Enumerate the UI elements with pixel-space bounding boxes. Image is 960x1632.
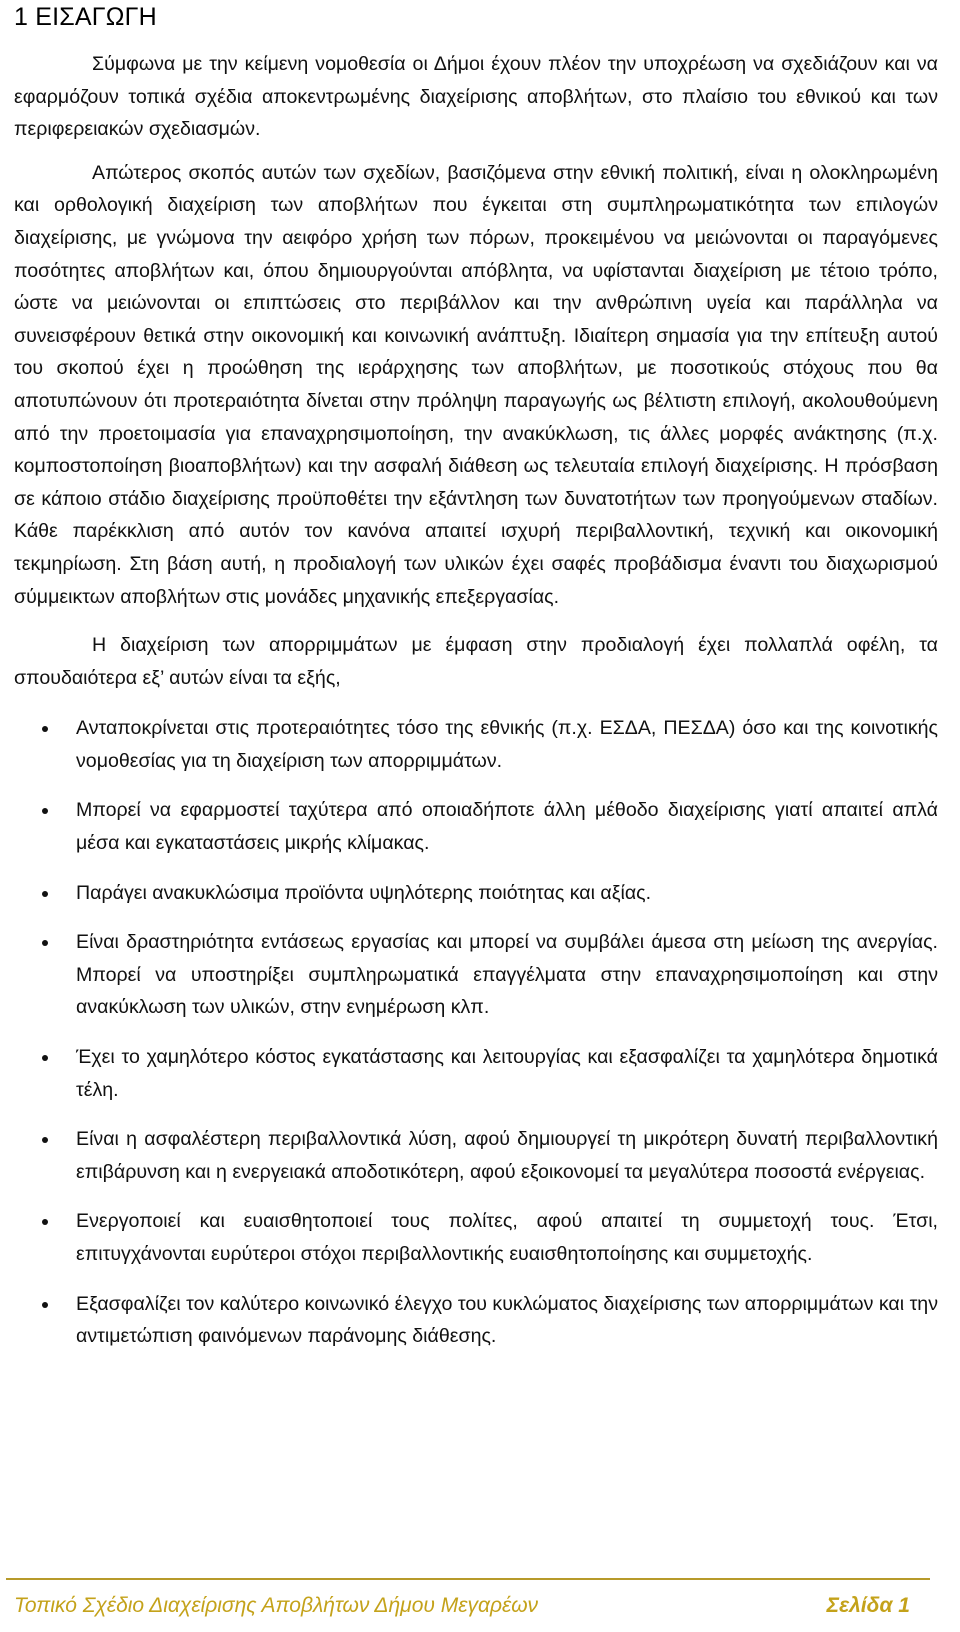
list-item [14, 926, 938, 1024]
bullet-icon [42, 891, 48, 897]
list-item [14, 794, 938, 859]
list-item [14, 712, 938, 777]
list-item-text: Παράγει ανακυκλώσιμα προϊόντα υψηλότερης ποιότητας και αξίας. [76, 881, 652, 904]
list-item-text: Μπορεί να εφαρμοστεί ταχύτερα από οποιαδήποτε άλλη μέθοδο διαχείρισης γιατί απαιτεί απλά μέσα και εγκαταστάσεις μικρής κλίμακας. [76, 799, 938, 855]
bullet-icon [42, 1137, 48, 1143]
section-heading: 1 ΕΙΣΑΓΩΓΗ [14, 3, 157, 31]
bullet-icon [42, 726, 48, 732]
list-item-text: Ανταποκρίνεται στις προτεραιότητες τόσο της εθνικής (π.χ. ΕΣΔΑ, ΠΕΣΔΑ) όσο και της κοινοτικής νομοθεσίας για τη διαχείριση των απορριμμάτων. [76, 717, 938, 772]
benefits-intro-paragraph: Η διαχείριση των απορριμμάτων με έμφαση στην προδιαλογή έχει πολλαπλά οφέλη, τα σπουδαιότερα εξ’ αυτών είναι τα εξής, [14, 634, 938, 689]
list-item-text: Εξασφαλίζει τον καλύτερο κοινωνικό έλεγχο του κυκλώματος διαχείρισης των απορριμμάτων και την αντιμετώπιση φαινόμενων παράνομης διάθεσης. [76, 1292, 938, 1348]
bullet-icon [42, 1055, 48, 1061]
list-item [14, 877, 938, 910]
bullet-icon [42, 808, 48, 814]
list-item-text: Ενεργοποιεί και ευαισθητοποιεί τους πολίτες, αφού απαιτεί τη συμμετοχή τους. Έτσι, επιτυγχάνονται ευρύτεροι στόχοι περιβαλλοντικής ευαισθητοποίησης και συμμετοχής. [76, 1210, 938, 1265]
bullet-icon [42, 940, 48, 946]
list-item-text: Είναι δραστηριότητα εντάσεως εργασίας και μπορεί να συμβάλει άμεσα στη μείωση της ανεργίας. Μπορεί να υποστηρίξει συμπληρωματικά επαγγέλματα στην επαναχρησιμοποίηση και στην ανακύκλωση των υλικών, στην ενημέρωση κλπ. [76, 931, 938, 1019]
bullet-icon [42, 1219, 48, 1225]
purpose-paragraph: Απώτερος σκοπός αυτών των σχεδίων, βασιζόμενα στην εθνική πολιτική, είναι η ολοκληρωμένη και ορθολογική διαχείριση των αποβλήτων που έγκειται στη συμπληρωματικότητα των επιλογών διαχείρισης, με γνώμονα την αειφόρο χρήση των πόρων, προκειμένου να μειώνονται οι παραγόμενες ποσότητες αποβλήτων και, όπου δημιουργούνται απόβλητα, να υφίστανται διαχείριση με τέτοιο τρόπο, ώστε να μειώνονται οι επιπτώσεις στο περιβάλλον και την ανθρώπινη υγεία και παράλληλα να συνεισφέρουν θετικά στην οικονομική και κοινωνική ανάπτυξη. Ιδιαίτερη σημασία για την επίτευξη αυτού του σκοπού έχει η προώθηση της ιεράρχησης των αποβλήτων, με ποσοτικούς στόχους που θα αποτυπώνουν ότι προτεραιότητα δίνεται στην πρόληψη παραγωγής ως βέλτιστη επιλογή, ακολουθούμενη από την προετοιμασία για επαναχρησιμοποίηση, την ανακύκλωση, τις άλλες μορφές ανάκτησης (π.χ. κομποστοποίηση βιοαποβλήτων) και την ασφαλή διάθεση ως τελευταία επιλογή διαχείρισης. Η πρόσβαση σε κάποιο στάδιο διαχείρισης προϋποθέτει την εξάντληση των δυνατοτήτων των προηγούμενων σταδίων. Κάθε παρέκκλιση από αυτόν τον κανόνα απαιτεί ισχυρή περιβαλλοντική, τεχνική και οικονομική τεκμηρίωση. Στη βάση αυτή, η προδιαλογή των υλικών έχει σαφές προβάδισμα έναντι του διαχωρισμού σύμμεικτων αποβλήτων στις μονάδες μηχανικής επεξεργασίας. [14, 161, 938, 608]
bullet-icon [42, 1302, 48, 1308]
list-item-text: Έχει το χαμηλότερο κόστος εγκατάστασης και λειτουργίας και εξασφαλίζει τα χαμηλότερα δημοτικά τέλη. [76, 1046, 938, 1101]
footer-title: Τοπικό Σχέδιο Διαχείρισης Αποβλήτων Δήμου Μεγαρέων [14, 1594, 539, 1617]
page-footer [14, 1592, 910, 1620]
page-number: Σελίδα 1 [826, 1594, 910, 1617]
list-item [14, 1205, 938, 1270]
footer-divider [6, 1578, 930, 1580]
benefits-list [14, 712, 938, 1353]
intro-paragraph: Σύμφωνα με την κείμενη νομοθεσία οι Δήμοι έχουν πλέον την υποχρέωση να σχεδιάζουν και να εφαρμόζουν τοπικά σχέδια αποκεντρωμένης διαχείρισης αποβλήτων, στο πλαίσιο του εθνικού και των περιφερειακών σχεδιασμών. [14, 53, 938, 141]
list-item [14, 1123, 938, 1188]
list-item [14, 1041, 938, 1106]
document-page [14, 0, 938, 1370]
list-item [14, 1288, 938, 1353]
list-item-text: Είναι η ασφαλέστερη περιβαλλοντικά λύση, αφού δημιουργεί τη μικρότερη δυνατή περιβαλλοντική επιβάρυνση και η ενεργειακά αποδοτικότερη, αφού εξοικονομεί τα μεγαλύτερα ποσοστά ενέργειας. [76, 1128, 938, 1183]
